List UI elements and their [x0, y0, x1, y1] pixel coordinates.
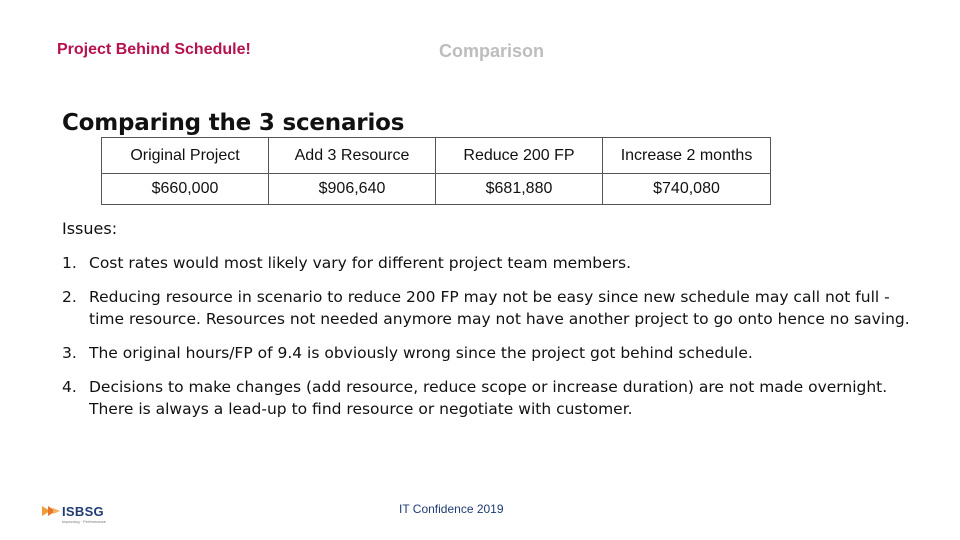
list-item: [62, 286, 922, 330]
list-item: [62, 376, 922, 420]
value-cell-add-resource: $906,640: [269, 174, 436, 205]
comparison-table: [101, 137, 771, 205]
item-text: The original hours/FP of 9.4 is obviously wrong since the project got behind schedule.: [89, 344, 753, 362]
issues-label: Issues:: [62, 219, 118, 238]
header-cell-reduce-fp: Reduce 200 FP: [436, 138, 603, 174]
page-subtitle: Comparing the 3 scenarios: [62, 110, 405, 136]
value-cell-reduce-fp: $681,880: [436, 174, 603, 205]
issues-list: [62, 252, 922, 432]
header-cell-increase-months: Increase 2 months: [603, 138, 771, 174]
value-cell-increase-months: $740,080: [603, 174, 771, 205]
isbsg-mark-icon: [42, 503, 60, 519]
item-text: Cost rates would most likely vary for different project team members.: [89, 254, 632, 272]
list-item: [62, 342, 922, 364]
logo-text: ISBSG: [62, 503, 104, 519]
section-title: Comparison: [439, 41, 545, 61]
item-text: Decisions to make changes (add resource, reduce scope or increase duration) are not made overnight. There is always a lead-up to find resource or negotiate with customer.: [89, 378, 888, 418]
header-cell-add-resource: Add 3 Resource: [269, 138, 436, 174]
table-value-row: [102, 174, 771, 205]
item-number: 4.: [62, 378, 77, 396]
header-cell-original: Original Project: [102, 138, 269, 174]
item-number: 1.: [62, 254, 77, 272]
item-number: 3.: [62, 344, 77, 362]
footer-conference: IT Confidence 2019: [399, 502, 504, 516]
list-item: [62, 252, 922, 274]
logo-tagline: Improving · Performance: [62, 519, 107, 524]
item-text: Reducing resource in scenario to reduce 200 FP may not be easy since new schedule may call not full -time resource. Resources not needed anymore may not have another project to go onto hence no saving.: [89, 288, 910, 328]
item-number: 2.: [62, 288, 77, 306]
value-cell-original: $660,000: [102, 174, 269, 205]
table-header-row: [102, 138, 771, 174]
isbsg-logo: [42, 503, 107, 524]
header-title: Project Behind Schedule!: [57, 41, 251, 58]
